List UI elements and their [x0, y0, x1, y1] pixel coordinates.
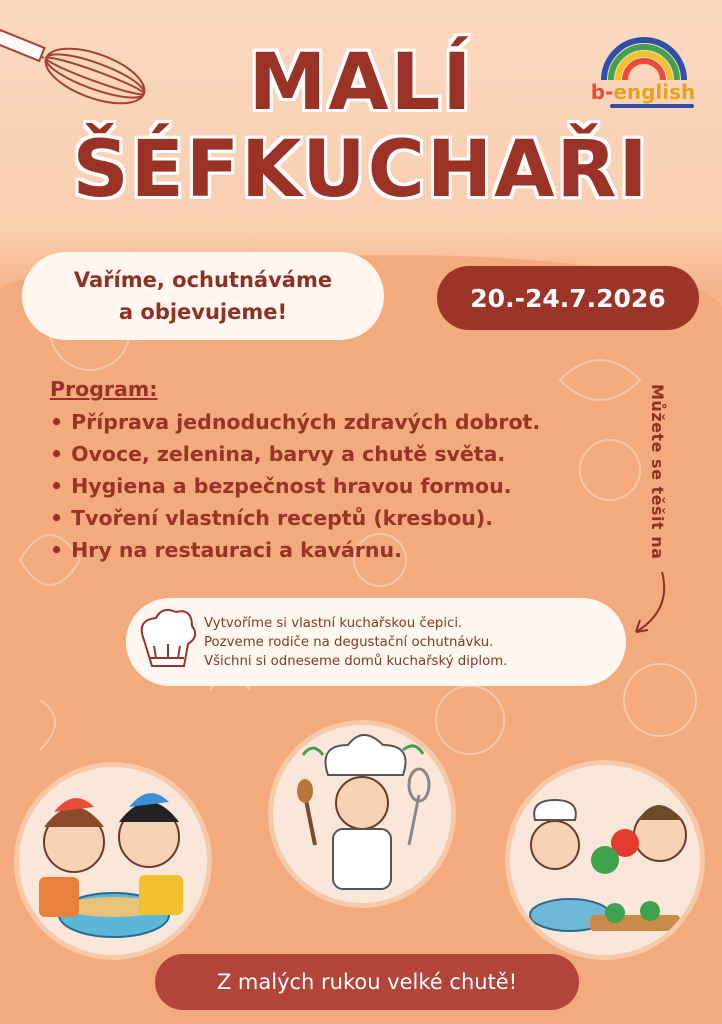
logo-underline	[610, 104, 694, 108]
extras-list	[204, 614, 507, 671]
extras-item: Pozveme rodiče na degustační ochutnávku.	[204, 635, 494, 650]
program-item: • Hry na restauraci a kavárnu.	[50, 534, 540, 566]
title-line-2: ŠÉFKUCHAŘI	[72, 125, 650, 215]
program-item: • Ovoce, zelenina, barvy a chutě světa.	[50, 438, 540, 470]
program-item: • Tvoření vlastních receptů (kresbou).	[50, 502, 540, 534]
tagline-line-2: a objevujeme!	[118, 300, 288, 324]
rainbow-icon	[582, 22, 704, 82]
tagline-pill	[22, 252, 384, 340]
chef-hat-icon	[134, 606, 198, 678]
extras-item: Vytvoříme si vlastní kuchařskou čepici.	[204, 616, 463, 631]
date-badge: 20.-24.7.2026	[437, 266, 699, 330]
title-line-1: MALÍ	[248, 38, 474, 128]
kids-vegetables-image	[510, 765, 700, 955]
b-english-logo	[582, 22, 704, 108]
logo-text	[582, 80, 704, 104]
side-note: Můžete se těšit na	[648, 384, 667, 560]
program-item: • Hygiena a bezpečnost hravou formou.	[50, 470, 540, 502]
extras-box	[126, 598, 626, 686]
logo-name: english	[613, 80, 696, 104]
slogan-banner: Z malých rukou velké chutě!	[155, 954, 579, 1010]
chef-boy-image	[273, 725, 451, 903]
kids-cooking-illustration	[14, 762, 212, 960]
tagline-line-1: Vaříme, ochutnáváme	[73, 268, 333, 292]
chef-boy-illustration	[268, 720, 456, 908]
kids-vegetables-illustration	[505, 760, 705, 960]
kids-mixing-image	[19, 767, 207, 955]
program-section	[50, 374, 540, 566]
program-list	[50, 406, 540, 566]
logo-prefix: b-	[590, 80, 614, 104]
extras-item: Všichni si odneseme domů kuchařský diplom.	[204, 654, 508, 669]
program-heading: Program:	[50, 377, 158, 401]
program-item: • Příprava jednoduchých zdravých dobrot.	[50, 406, 540, 438]
curved-arrow-icon	[628, 570, 678, 640]
